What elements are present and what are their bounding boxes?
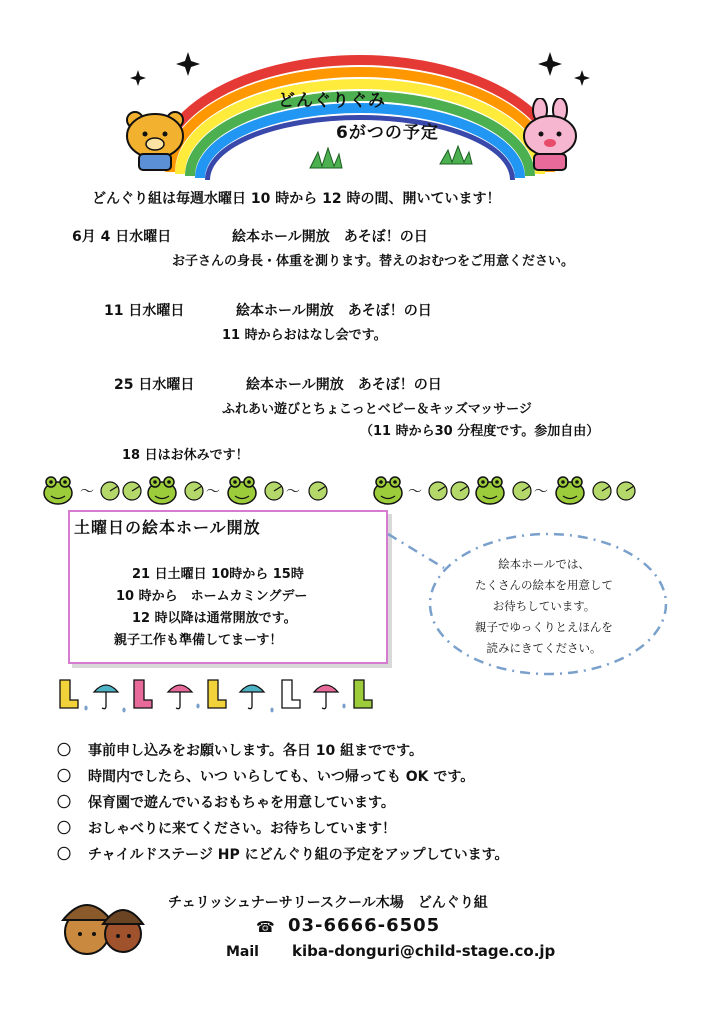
saturday-title: 土曜日の絵本ホール開放 <box>74 518 261 537</box>
holiday-note: 18 日はお休みです！ <box>122 448 249 463</box>
frog-border <box>42 474 682 508</box>
saturday-line: 21 日土曜日 10時から 15時 <box>132 567 304 582</box>
event-note: お子さんの身長・体重を測ります。替えのおむつをご用意ください。 <box>172 254 574 269</box>
event-title: 絵本ホール開放 あそぼ！の日 <box>246 377 442 393</box>
bullet-icon: 〇 <box>57 769 71 785</box>
svg-text:〜: 〜 <box>206 484 220 500</box>
rain-boot-icon <box>282 680 300 708</box>
lily-pad-icon <box>309 482 327 500</box>
lily-pad-icon <box>429 482 447 500</box>
event-note: ふれあい遊びとちょこっとベビー＆キッズマッサージ <box>222 402 532 417</box>
bubble-line: 親子でゆっくりとえほんを <box>475 620 613 634</box>
umbrella-icon <box>94 685 118 709</box>
phone-number: 03-6666-6505 <box>288 915 441 936</box>
event-note: 11 時からおはなし会です。 <box>222 328 387 343</box>
lily-pad-icon <box>617 482 635 500</box>
frog-icon <box>44 477 72 504</box>
frog-icon <box>476 477 504 504</box>
email-link[interactable]: kiba-donguri@child-stage.co.jp <box>292 942 556 960</box>
frog-icon <box>228 477 256 504</box>
lily-pad-icon <box>451 482 469 500</box>
svg-text:〜: 〜 <box>80 484 94 500</box>
school-name: チェリッシュナーサリースクール木場 どんぐり組 <box>168 895 488 911</box>
bubble-line: 読みにきてください。 <box>486 641 602 655</box>
bubble-line: お待ちしています。 <box>492 599 596 613</box>
frog-icon <box>148 477 176 504</box>
event-title: 絵本ホール開放 あそぼ！の日 <box>232 229 428 245</box>
bear-illustration <box>115 108 195 172</box>
note-item: 保育園で遊んでいるおもちゃを用意しています。 <box>88 795 395 811</box>
lily-pad-icon <box>513 482 531 500</box>
bullet-icon: 〇 <box>57 821 71 837</box>
bullet-icon: 〇 <box>57 847 71 863</box>
umbrella-icon <box>314 685 338 709</box>
umbrella-icon <box>240 685 264 709</box>
title-line-2: 6がつの予定 <box>336 123 439 143</box>
rain-boot-icon <box>208 680 226 708</box>
event-date: 11 日水曜日 <box>104 303 185 319</box>
bubble-line: 絵本ホールでは、 <box>498 557 590 571</box>
saturday-line: 12 時以降は通常開放です。 <box>132 611 297 626</box>
intro-text: どんぐり組は毎週水曜日 10 時から 12 時の間、開いています！ <box>92 191 501 207</box>
rain-boot-icon <box>60 680 78 708</box>
lily-pad-icon <box>123 482 141 500</box>
note-item: 時間内でしたら、いつ いらしても、いつ帰っても OK です。 <box>88 769 475 785</box>
saturday-line: 10 時から ホームカミングデー <box>116 589 308 604</box>
note-item: 事前申し込みをお願いします。各日 10 組までです。 <box>88 743 423 759</box>
svg-text:〜: 〜 <box>534 484 548 500</box>
event-date: 25 日水曜日 <box>114 377 195 393</box>
phone-icon: ☎ <box>256 918 275 936</box>
mail-label: Mail <box>226 944 259 960</box>
svg-text:〜: 〜 <box>408 484 422 500</box>
lily-pad-icon <box>265 482 283 500</box>
frog-icon <box>556 477 584 504</box>
lily-pad-icon <box>185 482 203 500</box>
bullet-icon: 〇 <box>57 795 71 811</box>
rain-boot-icon <box>134 680 152 708</box>
bullet-icon: 〇 <box>57 743 71 759</box>
lily-pad-icon <box>101 482 119 500</box>
acorn-icon <box>55 882 150 960</box>
frog-icon <box>374 477 402 504</box>
title-line-1: どんぐりぐみ <box>278 91 386 111</box>
svg-text:〜: 〜 <box>286 484 300 500</box>
event-title: 絵本ホール開放 あそぼ！の日 <box>236 303 432 319</box>
saturday-line: 親子工作も準備してまーす！ <box>114 633 283 648</box>
event-note: （11 時から30 分程度です。参加自由） <box>360 424 600 439</box>
note-item: チャイルドステージ HP にどんぐり組の予定をアップしています。 <box>88 847 509 863</box>
rabbit-illustration <box>510 98 590 172</box>
note-item: おしゃべりに来てください。お待ちしています！ <box>88 821 396 837</box>
rain-items-border <box>52 676 382 714</box>
lily-pad-icon <box>593 482 611 500</box>
bubble-line: たくさんの絵本を用意して <box>475 578 613 592</box>
rain-boot-icon <box>354 680 372 708</box>
umbrella-icon <box>168 685 192 709</box>
event-date: 6月 4 日水曜日 <box>72 229 172 245</box>
